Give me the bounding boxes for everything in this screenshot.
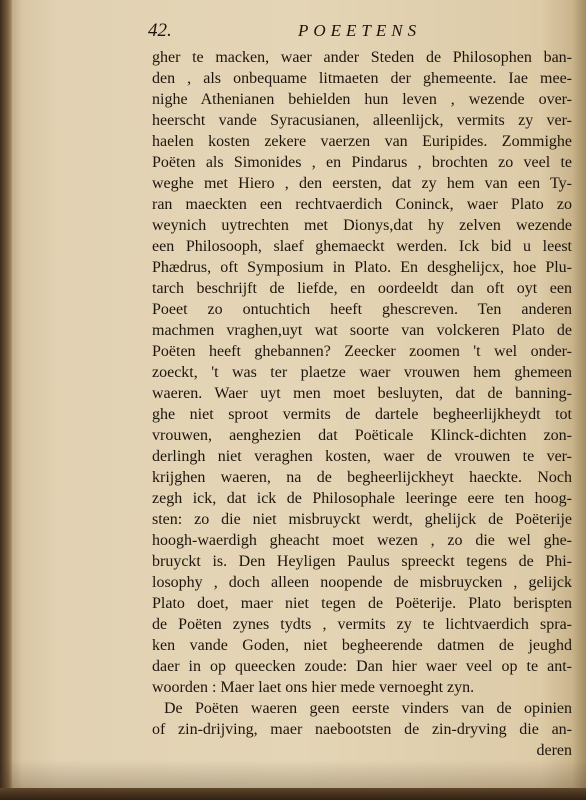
- text-line: nighe Athenianen behielden hun leven , wezende over-: [152, 91, 572, 108]
- text-line: of zin-drijving, maer naebootsten de zin-dryving die an-: [152, 721, 572, 738]
- text-line: een Philosooph, slaef ghemaeckt werden. Ick bid u leest: [152, 238, 572, 255]
- text-line: bruyckt is. Den Heyligen Paulus spreeckt tegens de Phi-: [152, 553, 572, 570]
- text-line: woorden : Maer laet ons hier mede vernoeght zyn.: [152, 679, 475, 696]
- text-line: zoeckt, 't was ter plaetze waer vrouwen hem ghemeen: [152, 364, 572, 381]
- paragraph-start-line: De Poëten waeren geen eerste vinders van de opinien: [164, 700, 572, 717]
- text-line: Poeet zo ontuchtich heeft ghescreven. Ten anderen: [152, 301, 572, 318]
- text-line: krijghen waeren, na de begheerlijckheyt haeckte. Noch: [152, 469, 572, 486]
- text-line: ran maeckten een rechtvaerdich Coninck, waer Plato zo: [152, 196, 572, 213]
- book-spine: [0, 0, 12, 800]
- catchword: deren: [536, 742, 572, 759]
- text-line: daer in op queecken zoude: Dan hier waer veel op te ant-: [152, 658, 572, 675]
- text-line: Phædrus, oft Symposium in Plato. En desghelijcx, hoe Plu-: [152, 259, 572, 276]
- page-bottom-edge: [0, 788, 586, 800]
- text-line: weghe met Hiero , den eersten, dat zy hem van een Ty-: [152, 175, 572, 192]
- text-line: Poëten als Simonides , en Pindarus , brochten zo veel te: [152, 154, 572, 171]
- text-line: tarch beschrijft de liefde, en oordeeldt dan oft oyt een: [152, 280, 572, 297]
- text-line: heerscht vande Syracusianen, alleenlijck, vermits zy ver-: [152, 112, 572, 129]
- text-line: zegh ick, dat ick de Philosophale leeringe eere ten hoog-: [152, 490, 572, 507]
- text-line: hoogh-waerdigh gheacht moet wezen , zo die wel ghe-: [152, 532, 572, 549]
- text-line: sten: zo die niet misbruyckt werdt, ghelijck de Poëterije: [152, 511, 572, 528]
- text-line: ghe niet sproot vermits de dartele begheerlijkheydt tot: [152, 406, 572, 423]
- text-line: Poëten heeft ghebannen? Zeecker zoomen 't wel onder-: [152, 343, 572, 360]
- text-line: ken vande Goden, niet begheerende datmen de jeughd: [152, 637, 572, 654]
- text-line: machmen vraghen,uyt wat soorte van volckeren Plato de: [152, 322, 572, 339]
- body-text: [152, 47, 572, 761]
- text-line: losophy , doch alleen noopende de misbruycken , gelijck: [152, 574, 572, 591]
- text-line: derlingh niet veraghen kosten, waer de vrouwen te ver-: [152, 448, 572, 465]
- text-line: de Poëten zynes tydts , vermits zy te lichtvaerdich spra-: [152, 616, 572, 633]
- text-line: haelen kosten zekere vaerzen van Euripides. Zommighe: [152, 133, 572, 150]
- text-line: weynich uytrechten met Dionys,dat hy zelven wezende: [152, 217, 572, 234]
- text-line: gher te macken, waer ander Steden de Philosophen ban-: [152, 49, 572, 66]
- text-line: den , als onbequame litmaeten der ghemeente. Iae mee-: [152, 70, 572, 87]
- text-line: Plato doet, maer niet tegen de Poëterije. Plato berispten: [152, 595, 572, 612]
- text-line: waeren. Waer uyt men moet besluyten, dat de banning-: [152, 385, 572, 402]
- text-line: vrouwen, aenghezien dat Poëticale Klinck-dichten zon-: [152, 427, 572, 444]
- running-title: POEETENS: [298, 21, 422, 40]
- running-head: [148, 20, 568, 44]
- page-number: 42.: [148, 20, 172, 41]
